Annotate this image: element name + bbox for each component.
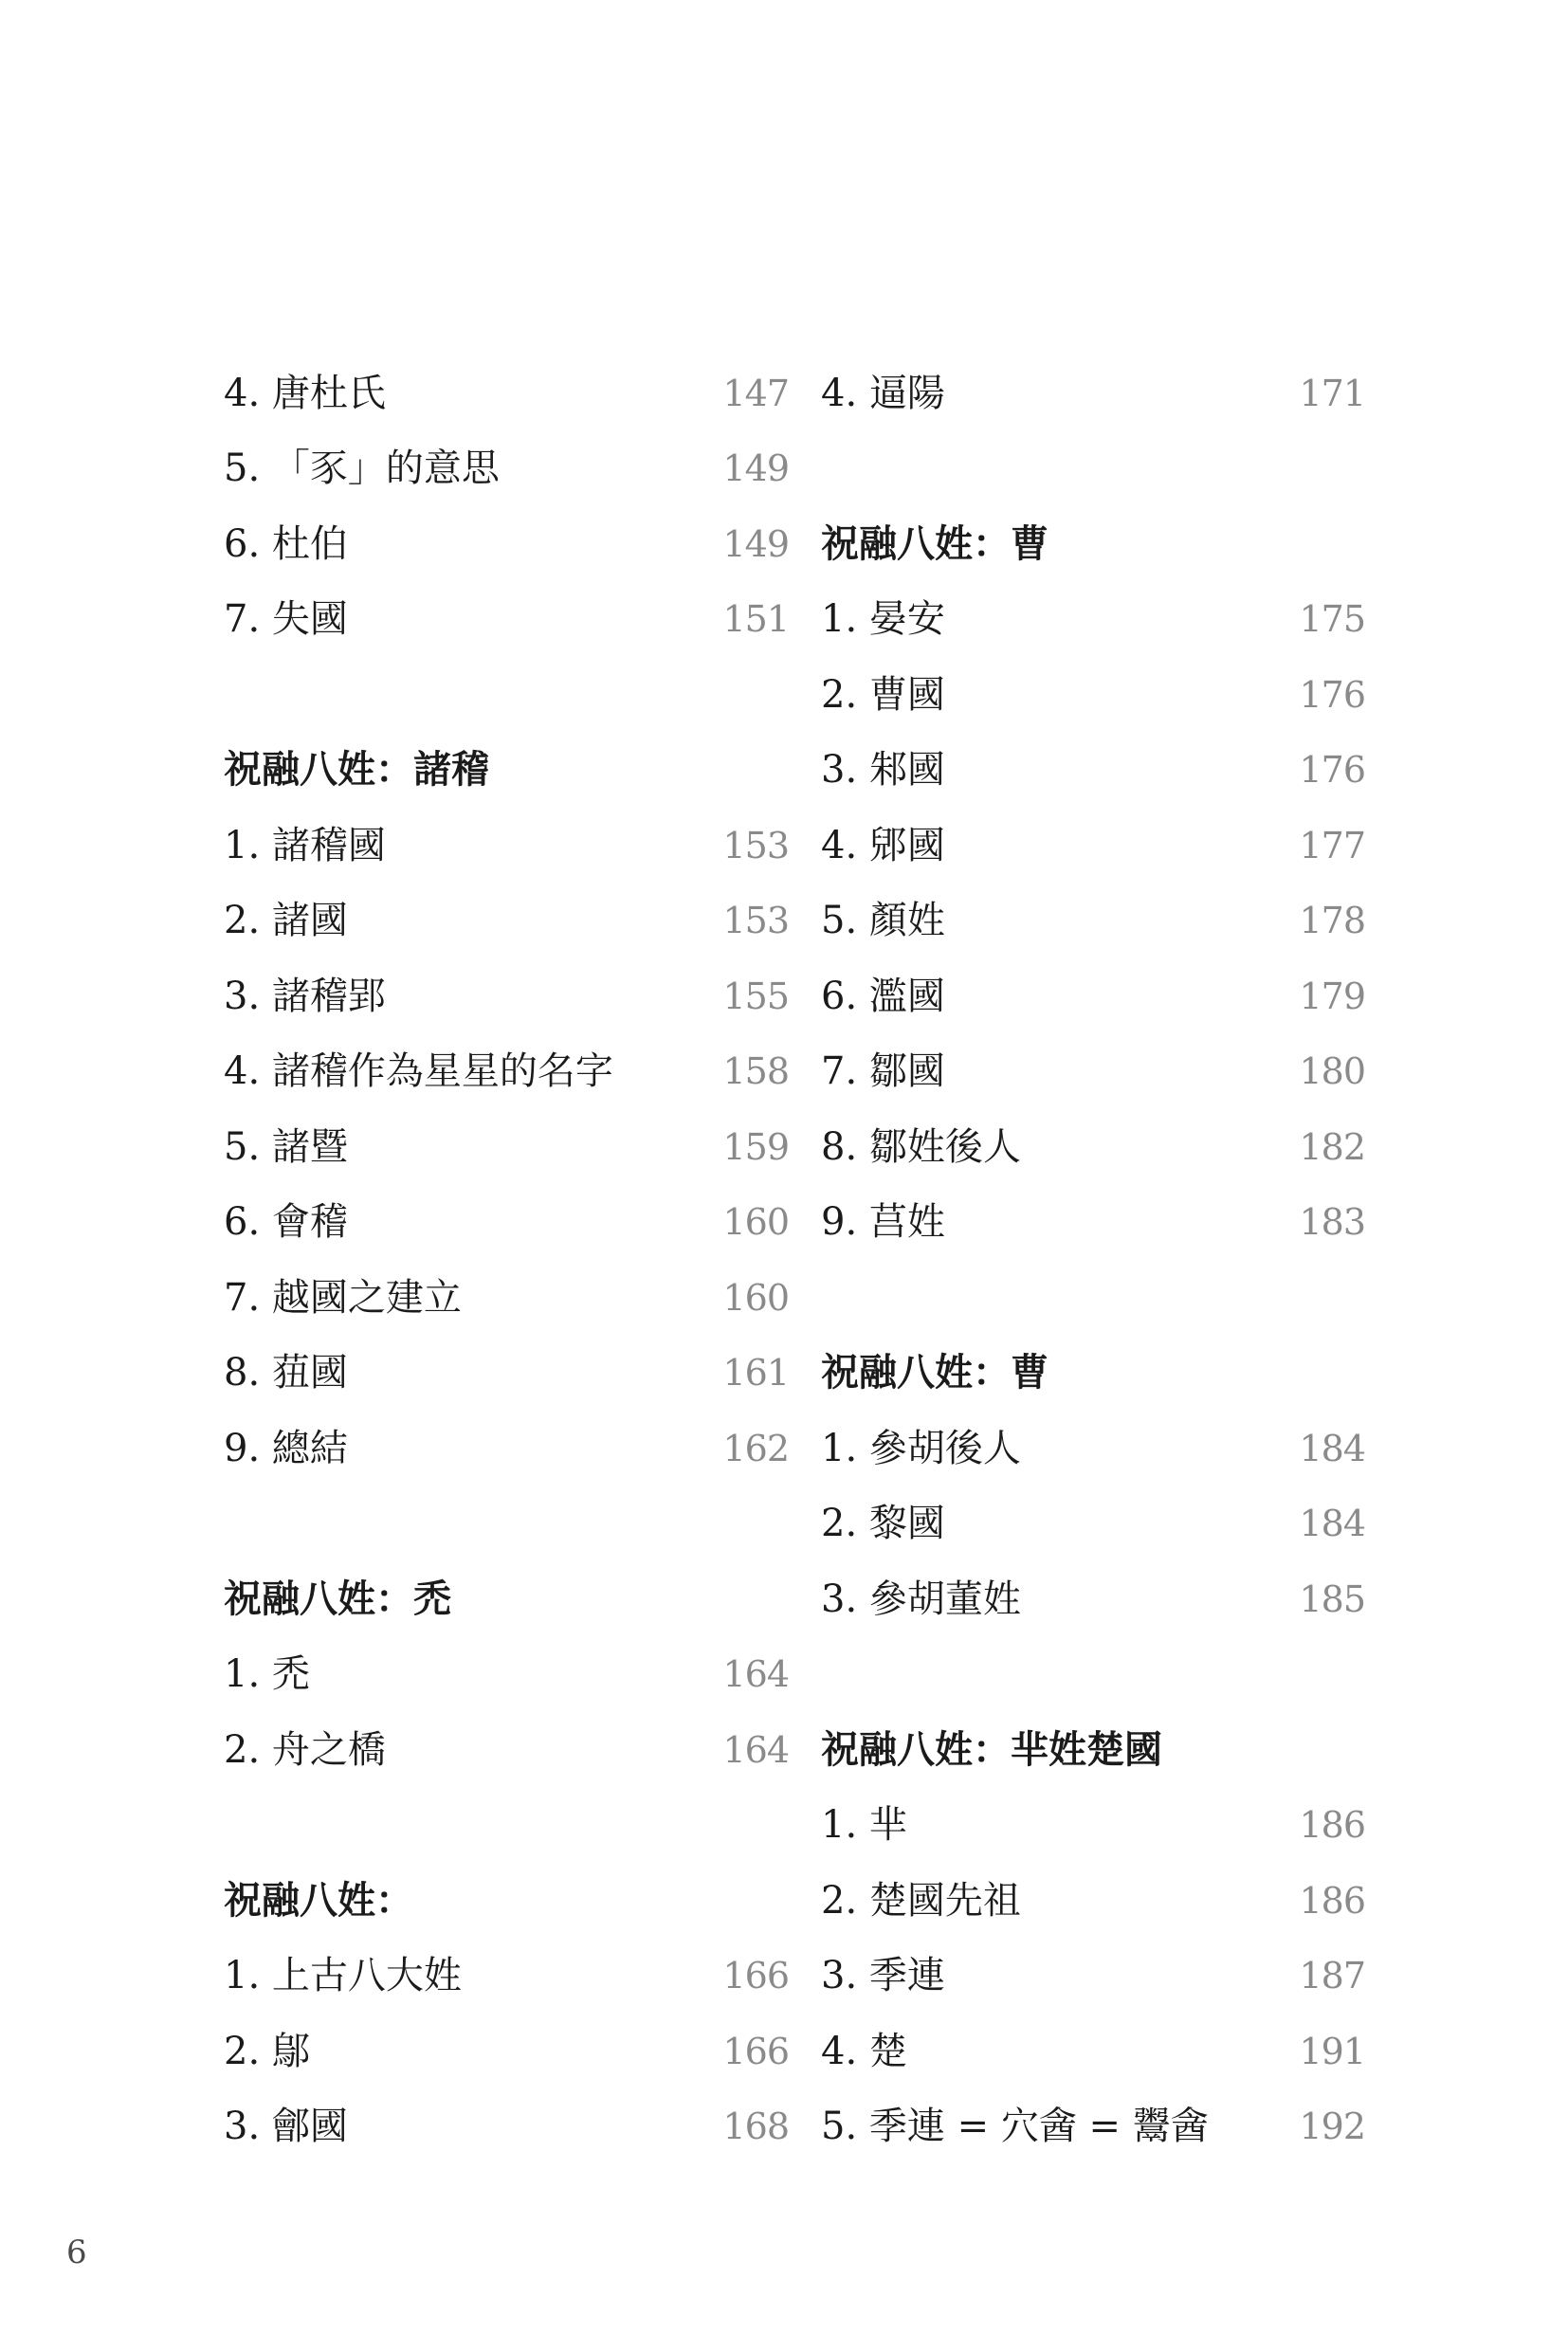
toc-entry (821, 1939, 1365, 2015)
toc-entry (821, 1486, 1365, 1562)
toc-entry-title: 3. 季連 (821, 1954, 945, 1998)
toc-entry-title: 6. 濫國 (821, 974, 945, 1018)
toc-entry-page: 185 (1299, 1577, 1365, 1620)
toc-entry-page: 153 (722, 900, 789, 942)
toc-entry-title: 7. 失國 (224, 597, 348, 642)
toc-entry-page: 191 (1299, 2030, 1365, 2072)
toc-spacer (224, 1486, 789, 1562)
toc-entry-title: 3. 鄶國 (224, 2105, 348, 2149)
toc-entry (821, 657, 1365, 733)
toc-entry-page: 182 (1299, 1125, 1365, 1168)
toc-entry-title: 9. 總結 (224, 1426, 348, 1470)
toc-entry (224, 1712, 789, 1788)
toc-entry (821, 1034, 1365, 1110)
toc-entry (224, 1939, 789, 2015)
toc-entry (821, 884, 1365, 959)
toc-entry (821, 1561, 1365, 1637)
toc-entry (821, 1788, 1365, 1864)
toc-section-heading (224, 1561, 789, 1637)
toc-entry-page: 164 (722, 1653, 789, 1696)
toc-section-heading (224, 1863, 789, 1939)
toc-entry (224, 884, 789, 959)
toc-entry-title: 9. 莒姓 (821, 1200, 945, 1245)
toc-entry (224, 1185, 789, 1261)
toc-entry-title: 2. 諸國 (224, 899, 348, 943)
toc-entry-page: 168 (722, 2106, 789, 2148)
toc-entry-page: 155 (722, 975, 789, 1017)
toc-entry-page: 178 (1299, 900, 1365, 942)
toc-entry (224, 958, 789, 1034)
toc-entry-title: 1. 參胡後人 (821, 1426, 1021, 1470)
toc-entry-title: 4. 諸稽作為星星的名字 (224, 1049, 613, 1094)
toc-entry (224, 2089, 789, 2165)
toc-entry-title: 6. 杜伯 (224, 521, 348, 566)
toc-entry-page: 153 (722, 824, 789, 866)
toc-entry (821, 2014, 1365, 2089)
toc-entry (821, 958, 1365, 1034)
toc-entry-title: 8. 莥國 (224, 1351, 348, 1395)
toc-entry-page: 147 (722, 372, 789, 414)
toc-entry (821, 1109, 1365, 1185)
toc-entry-page: 183 (1299, 1201, 1365, 1244)
section-heading-text: 祝融八姓：曹 (821, 1350, 1048, 1395)
toc-entry (224, 1109, 789, 1185)
toc-spacer (821, 1260, 1365, 1336)
toc-entry (821, 356, 1365, 431)
toc-entry (224, 506, 789, 582)
toc-entry-page: 166 (722, 2030, 789, 2072)
toc-entry-page: 171 (1299, 372, 1365, 414)
toc-entry (224, 356, 789, 431)
page-number: 6 (66, 2233, 87, 2271)
section-heading-text: 祝融八姓：曹 (821, 520, 1048, 566)
toc-entry-title: 4. 郳國 (821, 823, 945, 867)
toc-spacer (224, 1788, 789, 1864)
toc-entry (224, 431, 789, 507)
toc-column-left (224, 356, 789, 2164)
toc-entry (224, 1260, 789, 1336)
toc-entry-page: 175 (1299, 598, 1365, 641)
toc-entry (821, 808, 1365, 884)
toc-entry-title: 2. 舟之橋 (224, 1727, 386, 1772)
toc-entry-title: 7. 越國之建立 (224, 1275, 462, 1320)
toc-entry-title: 2. 曹國 (821, 672, 945, 717)
toc-entry-page: 180 (1299, 1050, 1365, 1093)
toc-section-heading (224, 733, 789, 809)
toc-entry-page: 164 (722, 1728, 789, 1771)
toc-entry-title: 3. 諸稽郢 (224, 974, 386, 1018)
toc-entry (224, 808, 789, 884)
toc-entry (224, 1637, 789, 1713)
toc-entry-page: 176 (1299, 749, 1365, 792)
toc-spacer (821, 1637, 1365, 1713)
toc-entry-title: 1. 禿 (224, 1652, 310, 1697)
section-heading-text: 祝融八姓： (224, 1877, 413, 1923)
toc-entry-title: 5. 顏姓 (821, 899, 945, 943)
toc-entry-page: 179 (1299, 975, 1365, 1017)
toc-entry (224, 582, 789, 658)
toc-entry-page: 160 (722, 1276, 789, 1319)
toc-entry-title: 6. 會稽 (224, 1200, 348, 1245)
toc-section-heading (821, 1712, 1365, 1788)
section-heading-text: 祝融八姓：芈姓楚國 (821, 1726, 1162, 1772)
toc-entry-page: 186 (1299, 1804, 1365, 1847)
toc-entry-title: 5. 諸暨 (224, 1124, 348, 1169)
toc-entry-title: 2. 鄔 (224, 2029, 310, 2073)
toc-column-right (821, 356, 1365, 2164)
toc-entry (821, 2089, 1365, 2165)
toc-entry-title: 1. 諸稽國 (224, 823, 386, 867)
toc-entry-page: 186 (1299, 1879, 1365, 1922)
toc-entry-title: 2. 楚國先祖 (821, 1878, 1021, 1923)
toc-entry-page: 162 (722, 1427, 789, 1469)
toc-section-heading (821, 506, 1365, 582)
toc-entry-page: 160 (722, 1201, 789, 1244)
toc-entry-title: 3. 邾國 (821, 748, 945, 793)
toc-entry-page: 161 (722, 1352, 789, 1395)
toc-entry-page: 151 (722, 598, 789, 641)
toc-entry-title: 1. 芈 (821, 1803, 907, 1848)
toc-entry-title: 5. 季連 = 穴酓 = 鬻酓 (821, 2105, 1209, 2149)
toc-entry-page: 184 (1299, 1503, 1365, 1545)
toc-section-heading (821, 1336, 1365, 1412)
toc-entry-page: 149 (722, 522, 789, 565)
toc-entry (821, 582, 1365, 658)
toc-entry-title: 3. 參胡董姓 (821, 1577, 1021, 1621)
toc-entry-title: 1. 上古八大姓 (224, 1954, 462, 1998)
toc-entry-page: 192 (1299, 2106, 1365, 2148)
toc-entry-title: 4. 逼陽 (821, 371, 945, 415)
toc-entry (224, 1034, 789, 1110)
toc-entry-page: 187 (1299, 1955, 1365, 1997)
toc-entry (821, 1185, 1365, 1261)
toc-entry-title: 4. 楚 (821, 2029, 907, 2073)
toc-spacer (821, 431, 1365, 507)
toc-entry-page: 159 (722, 1125, 789, 1168)
toc-entry-page: 177 (1299, 824, 1365, 866)
toc-entry (821, 1863, 1365, 1939)
toc-entry-title: 1. 晏安 (821, 597, 945, 642)
toc-entry-title: 5. 「豕」的意思 (224, 447, 500, 491)
toc-entry-title: 2. 黎國 (821, 1502, 945, 1546)
toc-entry (224, 1336, 789, 1412)
toc-spacer (224, 657, 789, 733)
section-heading-text: 祝融八姓：諸稽 (224, 747, 489, 793)
section-heading-text: 祝融八姓：禿 (224, 1576, 451, 1621)
toc-entry-page: 166 (722, 1955, 789, 1997)
toc-entry-page: 176 (1299, 673, 1365, 716)
toc-entry (821, 733, 1365, 809)
toc-entry (224, 2014, 789, 2089)
toc-entry-page: 149 (722, 447, 789, 490)
toc-entry-page: 184 (1299, 1427, 1365, 1469)
toc-entry (821, 1411, 1365, 1486)
toc-entry-page: 158 (722, 1050, 789, 1093)
toc-entry-title: 7. 鄒國 (821, 1049, 945, 1094)
toc-entry (224, 1411, 789, 1486)
toc-entry-title: 8. 鄒姓後人 (821, 1124, 1021, 1169)
toc-entry-title: 4. 唐杜氏 (224, 371, 386, 415)
